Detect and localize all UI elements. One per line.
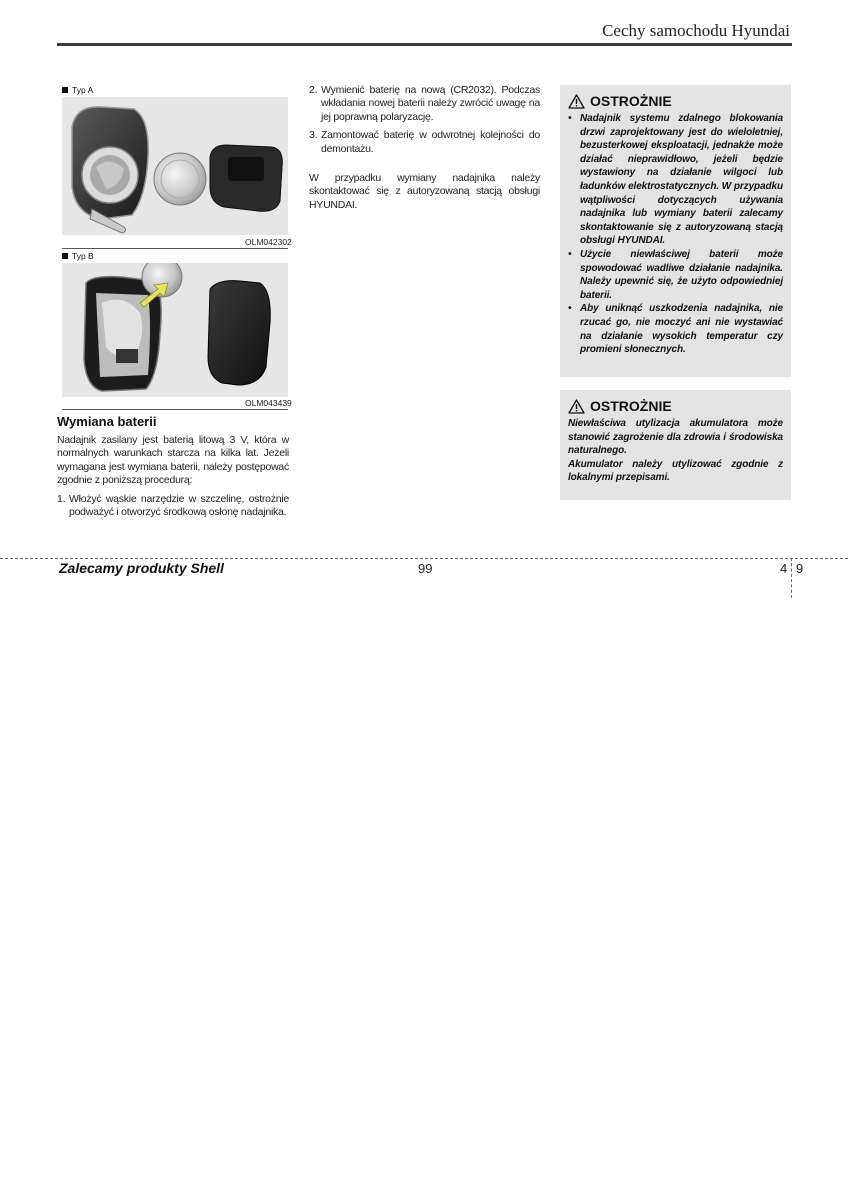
footer-vertical-dashed-rule xyxy=(791,558,792,598)
list-item-text: Włożyć wąskie narzędzie w szczelinę, ostrożnie podważyć i otworzyć środkową osłonę nadajnika. xyxy=(69,492,289,519)
figure-b-label-text: Typ B xyxy=(72,251,94,261)
list-item-number: 1. xyxy=(57,492,66,505)
caution-bullet xyxy=(568,112,783,248)
caution-box xyxy=(560,390,791,500)
caution-body xyxy=(568,417,783,485)
section-page-number: 9 xyxy=(796,561,804,576)
caution-title xyxy=(568,93,672,109)
caution-title-text: OSTROŻNIE xyxy=(590,93,672,109)
list-item-number: 2. xyxy=(309,84,318,96)
page-number: 99 xyxy=(418,561,433,576)
bullet-dot: • xyxy=(568,113,572,124)
key-fob-type-a-illustration xyxy=(62,97,288,235)
figure-a-label-text: Typ A xyxy=(72,85,94,95)
figure-a-label xyxy=(62,85,93,95)
caution-title xyxy=(568,398,672,414)
caution-paragraph: Niewłaściwa utylizacja akumulatora może stanowić zagrożenie dla zdrowia i środowiska naturalnego. xyxy=(568,418,783,457)
figure-a-rule xyxy=(62,248,288,249)
running-header: Cechy samochodu Hyundai xyxy=(602,21,790,40)
header-rule xyxy=(57,43,792,46)
caution-box xyxy=(560,85,791,377)
warning-triangle-icon xyxy=(568,94,585,109)
figure-a-image xyxy=(62,97,288,235)
bullet-dot: • xyxy=(568,248,572,260)
list-item xyxy=(309,84,540,124)
list-item xyxy=(57,493,289,520)
section-number: 4 xyxy=(780,561,788,576)
caution-paragraph: Akumulator należy utylizować zgodnie z lokalnymi przepisami. xyxy=(568,458,783,484)
caution-bullet-text: Użycie niewłaściwej baterii może spowodować wadliwe działanie nadajnika. Należy upewnić się, że użyto odpowiedniej baterii. xyxy=(580,248,783,301)
figure-b-image xyxy=(62,263,288,397)
list-item-text: Wymienić baterię na nową (CR2032). Podczas wkładania nowej baterii należy zwrócić uwagę na jej poprawną polaryzację. xyxy=(321,84,540,123)
left-column-text xyxy=(57,434,289,524)
figure-b-label xyxy=(62,251,94,261)
list-item-text: Zamontować baterię w odwrotnej kolejności do demontażu. xyxy=(321,129,540,155)
warning-triangle-icon xyxy=(568,399,585,414)
footer-dashed-rule xyxy=(0,558,848,559)
caution-title-text: OSTROŻNIE xyxy=(590,398,672,414)
caution-bullet xyxy=(568,302,783,356)
figure-b-rule xyxy=(62,409,288,410)
intro-paragraph: Nadajnik zasilany jest baterią litową 3 V, która w normalnych warunkach starcza na kilka lat. Jeżeli wymagana jest wymiana baterii, należy postępować zgodnie z poniższą procedurą: xyxy=(57,434,289,487)
note-paragraph: W przypadku wymiany nadajnika należy skontaktować się z autoryzowaną stacją obsługi HYUNDAI. xyxy=(309,172,540,211)
square-bullet-icon xyxy=(62,87,68,93)
list-item-number: 3. xyxy=(309,129,318,142)
bullet-dot: • xyxy=(568,303,572,315)
list-item xyxy=(309,129,540,156)
key-fob-type-b-illustration xyxy=(62,263,288,397)
square-bullet-icon xyxy=(62,253,68,259)
middle-column-text xyxy=(309,84,540,217)
caution-bullet-text: Nadajnik systemu zdalnego blokowania drzwi zaprojektowany jest do wieloletniej, bezusterkowej eksploatacji, jednakże może działać nieprawidłowo, jeżeli będzie wystawiony na działanie wilgoci lub ładunków elektrostatycznych. W przypadku wątpliwości dotyczących używania nadajnika lub wymiany baterii zalecamy skontaktowanie się z autoryzowaną stacją obsługi HYUNDAI. xyxy=(580,113,783,247)
section-title: Wymiana baterii xyxy=(57,414,157,429)
footer-left-text: Zalecamy produkty Shell xyxy=(59,560,224,576)
caution-bullet-text: Aby uniknąć uszkodzenia nadajnika, nie rzucać go, nie moczyć ani nie wystawiać na działanie wysokich temperatur czy promieni słonecznych. xyxy=(580,303,783,356)
figure-b-code: OLM043439 xyxy=(245,398,292,408)
caution-body xyxy=(568,112,783,357)
caution-bullet xyxy=(568,248,783,302)
figure-a-code: OLM042302 xyxy=(245,237,292,247)
